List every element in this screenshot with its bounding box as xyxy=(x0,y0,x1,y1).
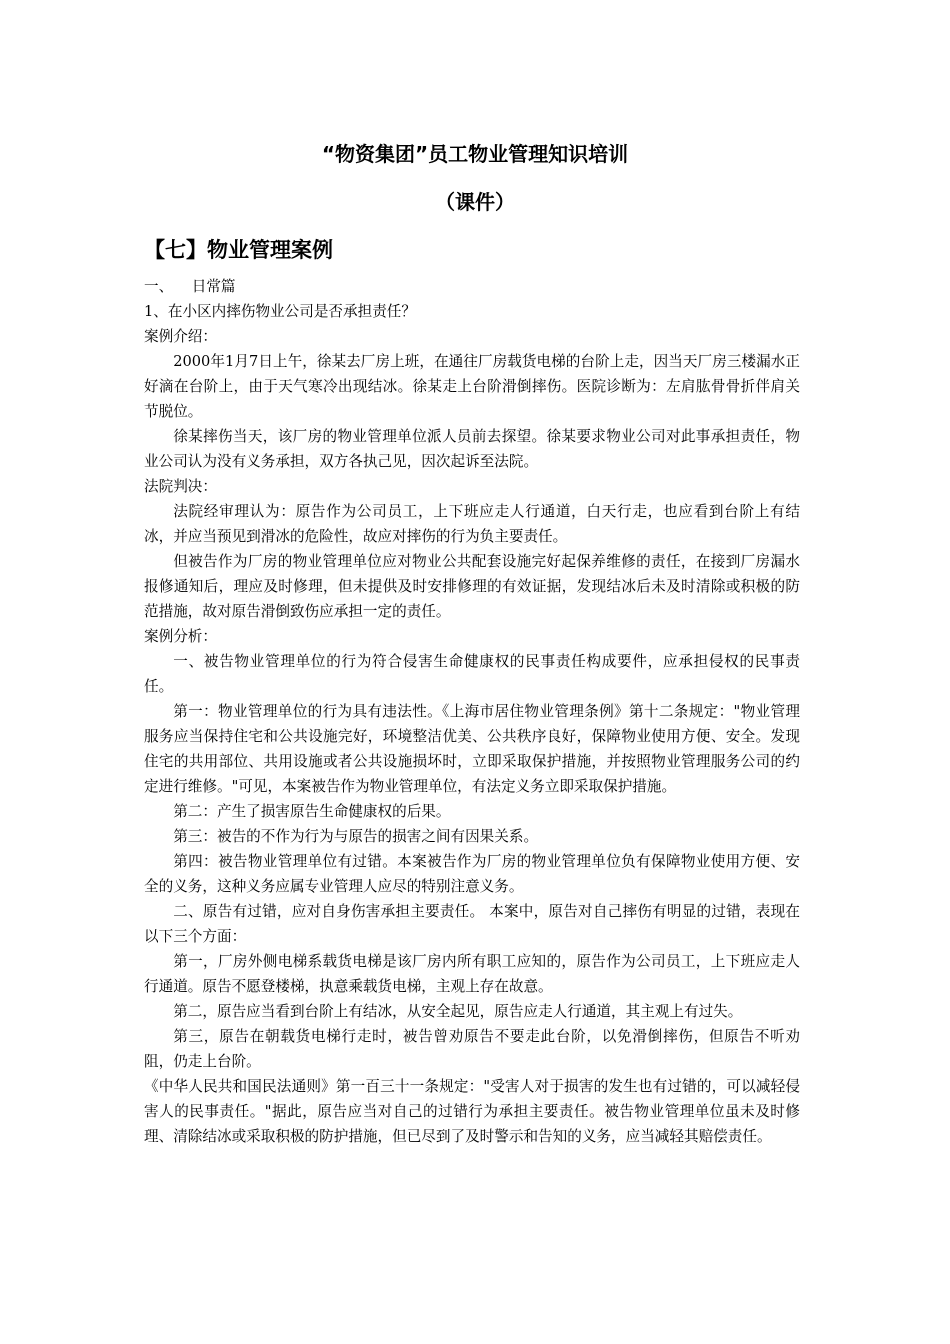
judgment-paragraph: 但被告作为厂房的物业管理单位应对物业公共配套设施完好起保养维修的责任，在接到厂房漏水报修通知后，理应及时修理，但未提供及时安排修理的有效证据，发现结冰后未及时清除或积极的防范措施，故对原告滑倒致伤应承担一定的责任。 xyxy=(144,553,800,620)
analysis-paragraph: 第一，厂房外侧电梯系载货电梯是该厂房内所有职工应知的，原告作为公司员工，上下班应走人行通道。原告不愿登楼梯，执意乘载货电梯，主观上存在故意。 xyxy=(144,953,800,995)
case-intro-label: 案例介绍： xyxy=(144,328,217,345)
analysis-paragraph: 第三：被告的不作为行为与原告的损害之间有因果关系。 xyxy=(173,828,539,845)
analysis-paragraph: 第二，原告应当看到台阶上有结冰，从安全起见，原告应走人行通道，其主观上有过失。 xyxy=(173,1003,743,1020)
analysis-paragraph: 一、被告物业管理单位的行为符合侵害生命健康权的民事责任构成要件，应承担侵权的民事责任。 xyxy=(144,653,800,695)
judgment-label: 法院判决： xyxy=(144,478,217,495)
judgment-paragraph: 法院经审理认为：原告作为公司员工，上下班应走人行通道，白天行走，也应看到台阶上有结冰，并应当预见到滑冰的危险性，故应对摔伤的行为负主要责任。 xyxy=(144,503,800,545)
analysis-label: 案例分析： xyxy=(144,628,217,645)
section-heading: 【七】物业管理案例 xyxy=(144,238,333,262)
document-title: “物资集团”员工物业管理知识培训 xyxy=(321,142,629,166)
analysis-paragraph: 第三，原告在朝载货电梯行走时，被告曾劝原告不要走此台阶，以免滑倒摔伤，但原告不听劝阻，仍走上台阶。 xyxy=(144,1028,800,1070)
analysis-paragraph: 第二：产生了损害原告生命健康权的后果。 xyxy=(173,803,451,820)
analysis-paragraph: 第一：物业管理单位的行为具有违法性。《上海市居住物业管理条例》第十二条规定："物业管理服务应当保持住宅和公共设施完好，环境整洁优美、公共秩序良好，保障物业使用方便、安全。发现住宅的共用部位、共用设施或者公共设施损坏时，立即采取保护措施，并按照物业管理服务公司的约定进行维修。"可见，本案被告作为物业管理单位，有法定义务立即采取保护措施。 xyxy=(144,703,800,795)
document-body xyxy=(144,274,800,1149)
analysis-paragraph: 二、原告有过错，应对自身伤害承担主要责任。 本案中，原告对自己摔伤有明显的过错，表现在以下三个方面： xyxy=(144,903,800,945)
closing-paragraph: 《中华人民共和国民法通则》第一百三十一条规定："受害人对于损害的发生也有过错的，可以减轻侵害人的民事责任。"据此，原告应当对自己的过错行为承担主要责任。被告物业管理单位虽未及时修理、清除结冰或采取积极的防护措施，但已尽到了及时警示和告知的义务，应当减轻其赔偿责任。 xyxy=(144,1078,800,1145)
case-intro-paragraph: 徐某摔伤当天，该厂房的物业管理单位派人员前去探望。徐某要求物业公司对此事承担责任，物业公司认为没有义务承担，双方各执己见，因次起诉至法院。 xyxy=(144,428,800,470)
case-intro-paragraph: 2000年1月7日上午，徐某去厂房上班，在通往厂房载货电梯的台阶上走，因当天厂房三楼漏水正好滴在台阶上，由于天气寒冷出现结冰。徐某走上台阶滑倒摔伤。医院诊断为：左肩肱骨骨折伴肩关节脱位。 xyxy=(144,353,800,420)
case-question: 1、在小区内摔伤物业公司是否承担责任？ xyxy=(144,303,416,320)
document-subtitle: （课件） xyxy=(435,190,515,214)
subsection-heading: 一、 日常篇 xyxy=(144,278,236,295)
analysis-paragraph: 第四：被告物业管理单位有过错。本案被告作为厂房的物业管理单位负有保障物业使用方便、安全的义务，这种义务应属专业管理人应尽的特别注意义务。 xyxy=(144,853,800,895)
